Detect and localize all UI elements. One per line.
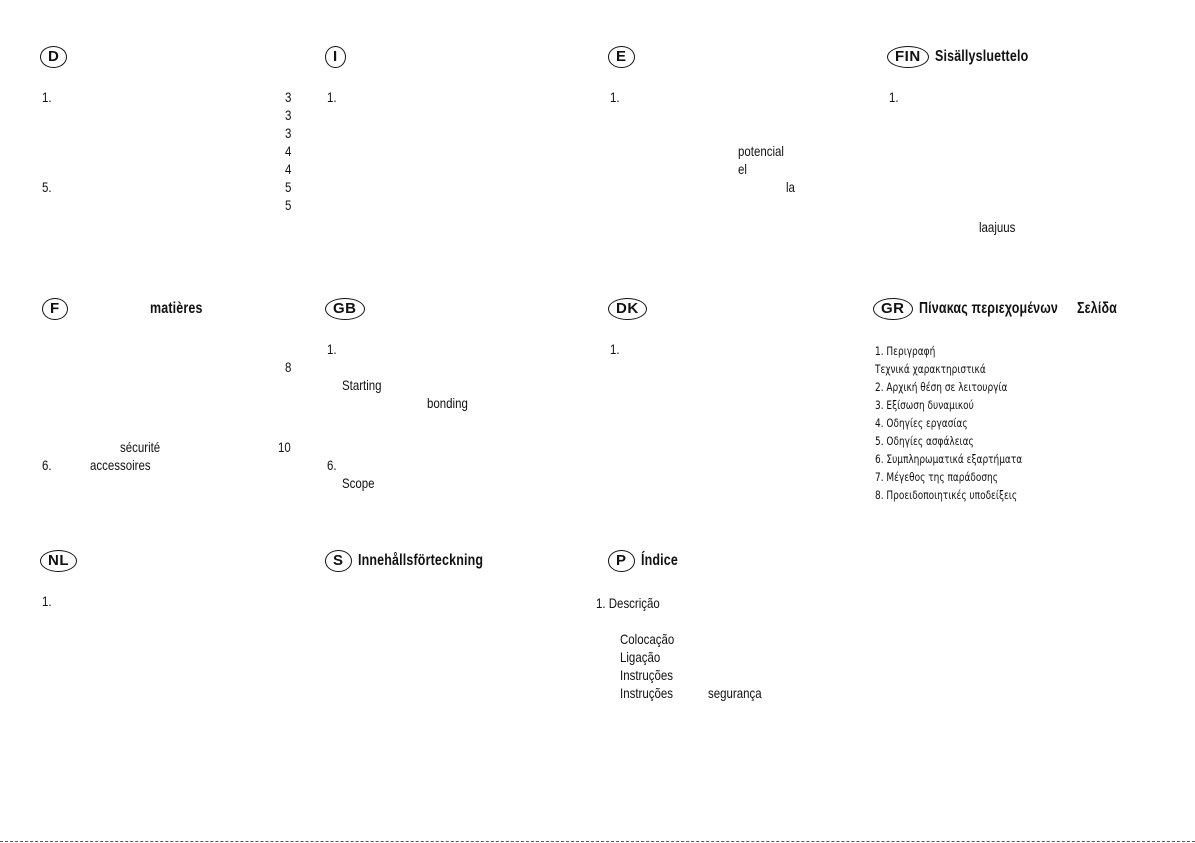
toc-entry: 8. Προειδοποιητικές υποδείξεις (875, 488, 1018, 502)
section-pt (596, 548, 868, 788)
section-heading (40, 44, 67, 70)
section-fin (887, 44, 1147, 284)
section-heading (608, 296, 647, 322)
toc-number: 1. (42, 593, 52, 609)
toc-text-fragment: Starting (342, 377, 382, 393)
toc-text-fragment: laajuus (979, 219, 1016, 235)
toc-page-number: 3 (285, 107, 292, 123)
section-de (40, 44, 300, 284)
language-badge-dk: DK (608, 298, 647, 320)
section-heading (608, 548, 688, 574)
toc-text-fragment: potencial (738, 143, 784, 159)
toc-number: 1. (327, 89, 337, 105)
section-title: Índice (640, 552, 678, 569)
section-heading (887, 44, 1054, 70)
section-fr (42, 296, 302, 536)
section-heading (608, 44, 635, 70)
section-title: matières (149, 300, 203, 317)
toc-entry: 3. Εξίσωση δυναμικού (875, 398, 974, 412)
section-gr (873, 296, 1183, 536)
language-badge-fr: F (42, 298, 68, 320)
section-se (325, 548, 585, 788)
toc-entry: Τεχνικά χαρακτηριστικά (875, 362, 986, 376)
toc-page-number: 4 (285, 161, 292, 177)
section-it (325, 44, 585, 284)
toc-number: 1. (610, 89, 620, 105)
language-badge-pt: P (608, 550, 635, 572)
toc-entry: 1. Descrição (596, 595, 660, 611)
toc-number: 1. (42, 89, 52, 105)
section-title: Sisällysluettelo (934, 48, 1029, 65)
language-badge-gb: GB (325, 298, 365, 320)
language-badge-se: S (325, 550, 352, 572)
toc-entry: Colocação (620, 631, 675, 647)
section-title: Πίνακας περιεχομένων (918, 300, 1058, 317)
toc-page-number: 3 (285, 125, 292, 141)
toc-page-number: 3 (285, 89, 292, 105)
toc-entry: Instruções (620, 685, 673, 701)
toc-text-fragment: el (738, 161, 747, 177)
section-heading (873, 296, 1128, 322)
toc-entry: 4. Οδηγίες εργασίας (875, 416, 968, 430)
section-heading (42, 296, 217, 322)
section-title: Innehållsförteckning (357, 552, 483, 569)
toc-text-fragment: bonding (427, 395, 468, 411)
toc-entry: 5. Οδηγίες ασφάλειας (875, 434, 974, 448)
toc-entry: Instruções (620, 667, 673, 683)
page-bottom-border (0, 841, 1195, 842)
section-heading (325, 44, 346, 70)
language-badge-de: D (40, 46, 67, 68)
toc-entry: Ligação (620, 649, 661, 665)
language-badge-es: E (608, 46, 635, 68)
section-heading (325, 548, 518, 574)
toc-number: 5. (42, 179, 52, 195)
toc-page-number: 8 (285, 359, 292, 375)
toc-number: 1. (610, 341, 620, 357)
toc-number: 1. (327, 341, 337, 357)
toc-entry: 1. Περιγραφή (875, 344, 936, 358)
toc-entry: 2. Αρχική θέση σε λειτουργία (875, 380, 1008, 394)
toc-text-fragment: accessoires (90, 457, 151, 473)
toc-text-fragment: sécurité (120, 439, 161, 455)
toc-page-number: 5 (285, 179, 292, 195)
toc-entry: 6. Συμπληρωματικά εξαρτήματα (875, 452, 1023, 466)
section-gb (325, 296, 585, 536)
section-es (608, 44, 868, 284)
toc-text-fragment: la (786, 179, 795, 195)
language-badge-fin: FIN (887, 46, 929, 68)
section-heading (325, 296, 365, 322)
language-badge-gr: GR (873, 298, 913, 320)
toc-number: 1. (889, 89, 899, 105)
toc-text-fragment: Scope (342, 475, 375, 491)
section-nl (40, 548, 300, 788)
toc-entry: 7. Μέγεθος της παράδοσης (875, 470, 998, 484)
section-dk (608, 296, 868, 536)
toc-page-number: 4 (285, 143, 292, 159)
section-heading (40, 548, 77, 574)
page-column-label: Σελίδα (1076, 300, 1117, 317)
language-badge-nl: NL (40, 550, 77, 572)
toc-number: 6. (42, 457, 52, 473)
language-badge-it: I (325, 46, 346, 68)
toc-number: 6. (327, 457, 337, 473)
toc-page-number: 5 (285, 197, 292, 213)
toc-page-number: 10 (278, 439, 291, 455)
toc-text-fragment: segurança (708, 685, 762, 701)
